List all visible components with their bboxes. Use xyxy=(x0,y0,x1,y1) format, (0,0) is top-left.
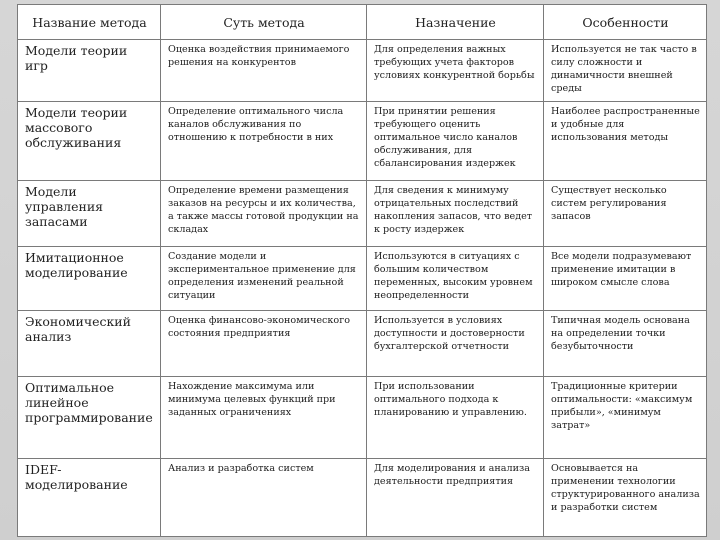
method-essence: Нахождение максимума или минимума целевых функций при заданных ограничениях xyxy=(161,377,367,459)
method-purpose: Для сведения к минимуму отрицательных последствий накопления запасов, что ведет к росту издержек xyxy=(367,181,544,247)
method-features: Все модели подразумевают применение имитации в широком смысле слова xyxy=(544,247,707,311)
header-method-name: Название метода xyxy=(18,5,161,40)
table-header-row xyxy=(18,5,707,40)
table-row xyxy=(18,102,707,181)
method-name: Модели теории массового обслуживания xyxy=(18,102,161,181)
header-purpose: Назначение xyxy=(367,5,544,40)
method-name: Модели управления запасами xyxy=(18,181,161,247)
method-name: Экономический анализ xyxy=(18,311,161,377)
method-name: Оптимальное линейное программирование xyxy=(18,377,161,459)
method-purpose: При принятии решения требующего оценить оптимальное число каналов обслуживания, для сбалансирования издержек xyxy=(367,102,544,181)
method-features: Используется не так часто в силу сложности и динамичности внешней среды xyxy=(544,40,707,102)
method-essence: Определение оптимального числа каналов обслуживания по отношению к потребности в них xyxy=(161,102,367,181)
method-essence: Создание модели и экспериментальное применение для определения изменений реальной ситуации xyxy=(161,247,367,311)
method-features: Существует несколько систем регулирования запасов xyxy=(544,181,707,247)
table-row xyxy=(18,181,707,247)
table-row xyxy=(18,311,707,377)
method-features: Традиционные критерии оптимальности: «максимум прибыли», «минимум затрат» xyxy=(544,377,707,459)
method-name: Модели теории игр xyxy=(18,40,161,102)
method-name: IDEF-моделирование xyxy=(18,459,161,537)
method-essence: Оценка воздействия принимаемого решения на конкурентов xyxy=(161,40,367,102)
table-row xyxy=(18,377,707,459)
method-purpose: Используется в условиях доступности и достоверности бухгалтерской отчетности xyxy=(367,311,544,377)
method-purpose: Для определения важных требующих учета факторов условиях конкурентной борьбы xyxy=(367,40,544,102)
methods-table xyxy=(17,4,707,537)
table-row xyxy=(18,247,707,311)
method-purpose: При использовании оптимального подхода к планированию и управлению. xyxy=(367,377,544,459)
method-features: Наиболее распространенные и удобные для использования методы xyxy=(544,102,707,181)
method-purpose: Используются в ситуациях с большим количеством переменных, высоким уровнем неопределенности xyxy=(367,247,544,311)
method-purpose: Для моделирования и анализа деятельности предприятия xyxy=(367,459,544,537)
table-row xyxy=(18,459,707,537)
header-method-essence: Суть метода xyxy=(161,5,367,40)
header-features: Особенности xyxy=(544,5,707,40)
method-name: Имитационное моделирование xyxy=(18,247,161,311)
method-essence: Определение времени размещения заказов на ресурсы и их количества, а также массы готовой продукции на складах xyxy=(161,181,367,247)
method-essence: Анализ и разработка систем xyxy=(161,459,367,537)
table-row xyxy=(18,40,707,102)
method-features: Основывается на применении технологии структурированного анализа и разработки систем xyxy=(544,459,707,537)
method-essence: Оценка финансово-экономического состояния предприятия xyxy=(161,311,367,377)
method-features: Типичная модель основана на определении точки безубыточности xyxy=(544,311,707,377)
